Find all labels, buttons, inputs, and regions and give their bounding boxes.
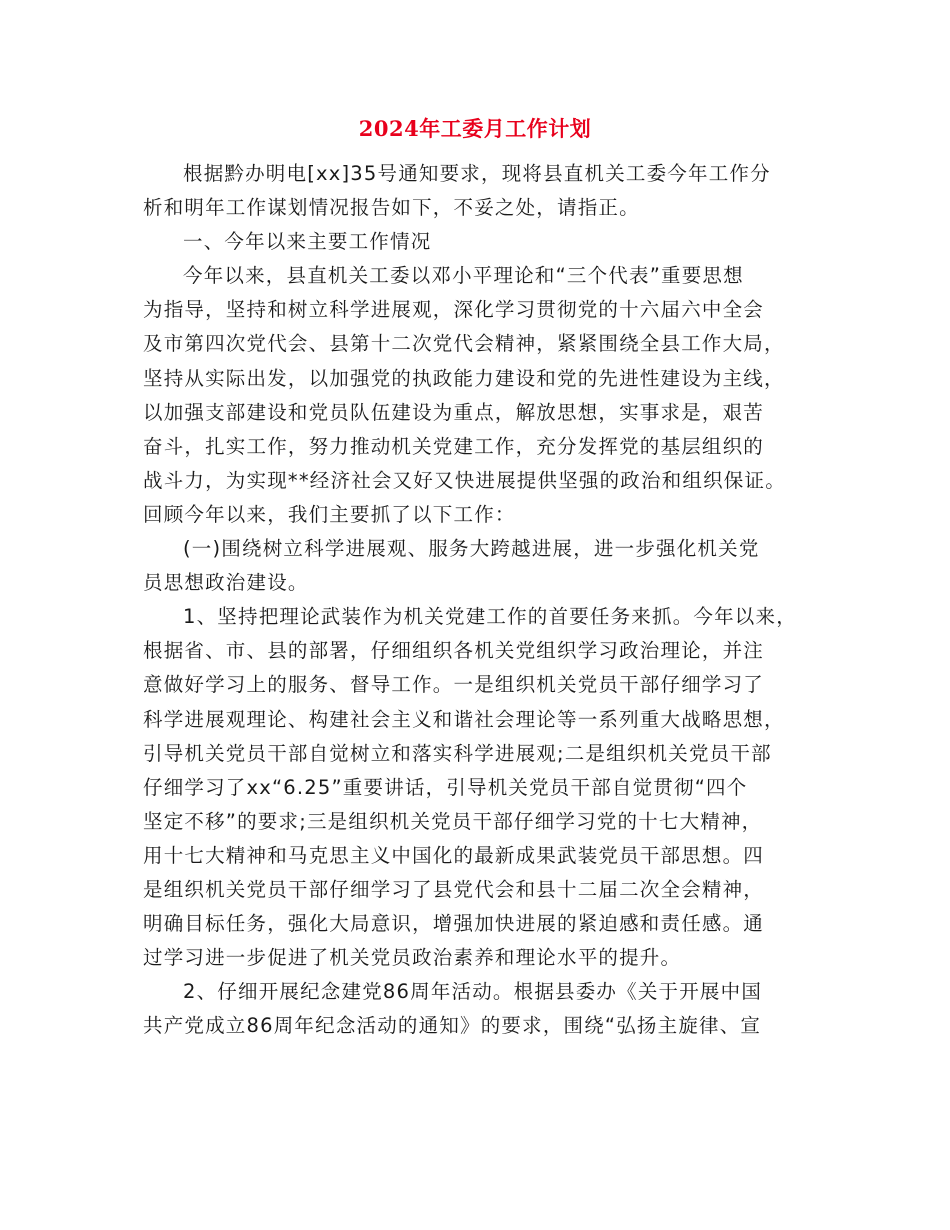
- paragraph-line: 坚持从实际出发，以加强党的执政能力建设和党的先进性建设为主线，: [143, 366, 785, 390]
- paragraph-line: 引导机关党员干部自觉树立和落实科学进展观;二是组织机关党员干部: [143, 741, 772, 765]
- paragraph-line: 是组织机关党员干部仔细学习了县党代会和县十二届二次全会精神，: [143, 877, 765, 901]
- paragraph-line: 根据省、市、县的部署，仔细组织各机关党组织学习政治理论，并注: [143, 639, 765, 663]
- paragraph-line: 根据黔办明电[xx]35号通知要求，现将县直机关工委今年工作分: [183, 162, 771, 185]
- document-title: 2024年工委月工作计划: [358, 116, 592, 141]
- paragraph-line: 回顾今年以来，我们主要抓了以下工作：: [143, 502, 516, 526]
- document-body: [143, 157, 833, 1043]
- paragraph-line: 2、仔细开展纪念建党86周年活动。根据县委办《关于开展中国: [183, 980, 763, 1004]
- paragraph-line: 共产党成立86周年纪念活动的通知》的要求，围绕“弘扬主旋律、宣: [143, 1014, 762, 1038]
- paragraph-line: 科学进展观理论、构建社会主义和谐社会理论等一系列重大战略思想，: [143, 707, 785, 731]
- paragraph-line: 析和明年工作谋划情况报告如下，不妥之处，请指正。: [143, 196, 640, 220]
- paragraph-line: 为指导，坚持和树立科学进展观，深化学习贯彻党的十六届六中全会: [143, 298, 765, 322]
- paragraph-line: 明确目标任务，强化大局意识，增强加快进展的紧迫感和责任感。通: [143, 912, 765, 936]
- paragraph-line: 及市第四次党代会、县第十二次党代会精神，紧紧围绕全县工作大局，: [143, 332, 785, 356]
- paragraph-line: 今年以来，县直机关工委以邓小平理论和“三个代表”重要思想: [183, 264, 744, 288]
- paragraph-line: 意做好学习上的服务、督导工作。一是组织机关党员干部仔细学习了: [143, 673, 765, 697]
- paragraph-line: 1、坚持把理论武装作为机关党建工作的首要任务来抓。今年以来，: [183, 605, 797, 629]
- paragraph-line: 过学习进一步促进了机关党员政治素养和理论水平的提升。: [143, 946, 682, 970]
- section-heading: 一、今年以来主要工作情况: [183, 230, 432, 254]
- paragraph-line: 用十七大精神和马克思主义中国化的最新成果武装党员干部思想。四: [143, 843, 765, 867]
- paragraph-line: 奋斗，扎实工作，努力推动机关党建工作，充分发挥党的基层组织的: [143, 434, 765, 458]
- paragraph-line: 仔细学习了xx“6.25”重要讲话，引导机关党员干部自觉贯彻“四个: [143, 775, 748, 799]
- paragraph-line: 战斗力，为实现**经济社会又好又快进展提供坚强的政治和组织保证。: [143, 468, 786, 492]
- paragraph-line: 坚定不移”的要求;三是组织机关党员干部仔细学习党的十七大精神，: [143, 809, 763, 833]
- subsection-heading: (一)围绕树立科学进展观、服务大跨越进展，进一步强化机关党: [183, 537, 760, 561]
- paragraph-line: 以加强支部建设和党员队伍建设为重点，解放思想，实事求是，艰苦: [143, 400, 765, 424]
- subsection-heading: 员思想政治建设。: [143, 571, 309, 595]
